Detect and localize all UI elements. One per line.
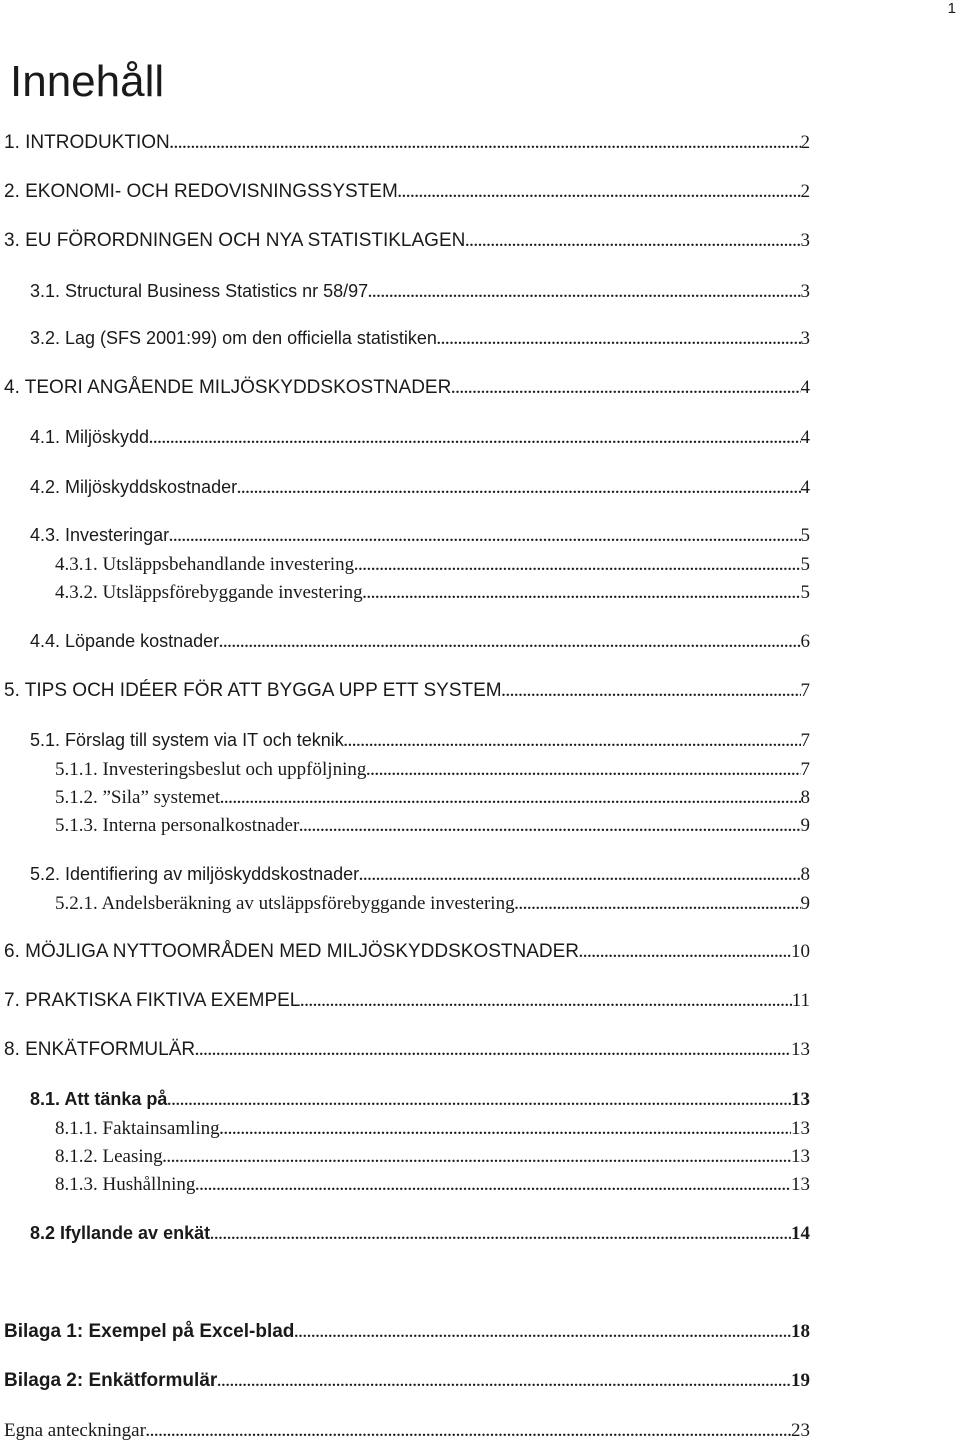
toc-entry-2[interactable] (4, 181, 810, 207)
toc-entry-label: Egna anteckningar (4, 1420, 146, 1441)
toc-entry-4-1[interactable] (30, 427, 810, 453)
leader-dots (146, 1424, 791, 1441)
toc-entry-5-1-3[interactable] (55, 815, 810, 841)
toc-entry-5-2-1[interactable] (55, 893, 810, 919)
leader-dots (167, 1093, 791, 1110)
toc-entry-label: 5. TIPS OCH IDÉER FÖR ATT BYGGA UPP ETT SYSTEM (4, 680, 502, 701)
leader-dots (579, 945, 791, 962)
leader-dots (217, 1374, 791, 1391)
toc-entry-bilaga-1[interactable] (4, 1321, 810, 1347)
toc-entry-page: 13 (791, 1174, 810, 1195)
leader-dots (219, 635, 800, 652)
toc-entry-page: 4 (800, 377, 810, 398)
leader-dots (149, 431, 800, 448)
toc-entry-6[interactable] (4, 941, 810, 967)
toc-entry-4[interactable] (4, 377, 810, 403)
leader-dots (220, 1122, 791, 1139)
toc-entry-8-1-1[interactable] (55, 1118, 810, 1144)
toc-entry-page: 13 (791, 1039, 810, 1060)
toc-entry-label: 2. EKONOMI- OCH REDOVISNINGSSYSTEM (4, 181, 398, 202)
leader-dots (300, 994, 791, 1011)
toc-entry-page: 4 (800, 477, 810, 498)
toc-entry-8-2[interactable] (30, 1223, 810, 1249)
leader-dots (210, 1227, 791, 1244)
leader-dots (344, 734, 801, 751)
toc-entry-label: 4.4. Löpande kostnader (30, 631, 220, 651)
toc-entry-label: 5.1.3. Interna personalkostnader (55, 815, 300, 836)
toc-entry-page: 10 (791, 941, 810, 962)
toc-entry-5-1[interactable] (30, 730, 810, 756)
toc-entry-label: 5.2. Identifiering av miljöskyddskostnader (30, 864, 360, 884)
toc-entry-page: 19 (791, 1370, 810, 1391)
toc-entry-5-1-2[interactable] (55, 787, 810, 813)
toc-entry-8[interactable] (4, 1039, 810, 1065)
toc-entry-3-1[interactable] (30, 281, 810, 307)
toc-entry-label: 8.1.1. Faktainsamling (55, 1118, 220, 1139)
leader-dots (515, 897, 801, 914)
leader-dots (170, 136, 801, 153)
toc-entry-page: 7 (800, 680, 810, 701)
toc-entry-bilaga-2[interactable] (4, 1370, 810, 1396)
leader-dots (220, 791, 800, 808)
leader-dots (451, 381, 800, 398)
leader-dots (359, 868, 800, 885)
leader-dots (363, 586, 801, 603)
toc-entry-page: 5 (800, 554, 810, 575)
toc-entry-7[interactable] (4, 990, 810, 1016)
toc-entry-page: 11 (791, 990, 810, 1011)
toc-entry-label: 4.2. Miljöskyddskostnader (30, 477, 238, 497)
toc-entry-page: 5 (800, 582, 810, 603)
toc-entry-label: 8.1. Att tänka på (30, 1089, 168, 1109)
toc-entry-label: 4.3.2. Utsläppsförebyggande investering (55, 582, 363, 603)
toc-entry-egna-anteckningar[interactable] (4, 1420, 810, 1446)
toc-entry-page: 5 (800, 525, 810, 546)
toc-entry-label: 4.3. Investeringar (30, 525, 170, 545)
toc-entry-label: 8.2 Ifyllande av enkät (30, 1223, 211, 1243)
toc-entry-label: 3.1. Structural Business Statistics nr 58/97 (30, 281, 369, 301)
toc-entry-page: 3 (800, 281, 810, 302)
toc-entry-8-1-2[interactable] (55, 1146, 810, 1172)
leader-dots (398, 185, 801, 202)
toc-entry-5-1-1[interactable] (55, 759, 810, 785)
toc-entry-page: 7 (800, 759, 810, 780)
toc-entry-page: 14 (791, 1223, 810, 1244)
toc-entry-page: 9 (800, 893, 810, 914)
toc-entry-label: 3.2. Lag (SFS 2001:99) om den officiella statistiken (30, 328, 437, 348)
toc-entry-8-1-3[interactable] (55, 1174, 810, 1200)
leader-dots (465, 234, 800, 251)
toc-entry-label: Bilaga 2: Enkätformulär (4, 1370, 218, 1391)
toc-entry-page: 7 (800, 730, 810, 751)
toc-entry-label: 1. INTRODUKTION (4, 132, 170, 153)
toc-entry-label: 6. MÖJLIGA NYTTOOMRÅDEN MED MILJÖSKYDDSKOSTNADER (4, 941, 580, 962)
toc-entry-page: 6 (800, 631, 810, 652)
toc-entry-label: Bilaga 1: Exempel på Excel-blad (4, 1321, 295, 1342)
toc-entry-label: 4.1. Miljöskydd (30, 427, 150, 447)
toc-entry-page: 3 (800, 230, 810, 251)
toc-entry-page: 23 (791, 1420, 810, 1441)
toc-entry-page: 8 (800, 864, 810, 885)
leader-dots (502, 684, 801, 701)
leader-dots (368, 285, 800, 302)
toc-entry-page: 13 (791, 1118, 810, 1139)
leader-dots (294, 1325, 791, 1342)
toc-entry-page: 13 (791, 1089, 810, 1110)
leader-dots (195, 1043, 791, 1060)
toc-entry-label: 3. EU FÖRORDNINGEN OCH NYA STATISTIKLAGEN (4, 230, 466, 251)
toc-entry-label: 4.3.1. Utsläppsbehandlande investering (55, 554, 355, 575)
toc-entry-label: 5.1.2. ”Sila” systemet (55, 787, 221, 808)
toc-entry-page: 9 (800, 815, 810, 836)
toc-entry-label: 5.1. Förslag till system via IT och teknik (30, 730, 344, 750)
toc-entry-page: 13 (791, 1146, 810, 1167)
toc-entry-label: 7. PRAKTISKA FIKTIVA EXEMPEL (4, 990, 301, 1011)
toc-entry-4-4[interactable] (30, 631, 810, 657)
toc-entry-label: 8. ENKÄTFORMULÄR (4, 1039, 196, 1060)
page-title: Innehåll (10, 57, 165, 106)
leader-dots (354, 558, 800, 575)
toc-entry-page: 18 (791, 1321, 810, 1342)
toc-entry-label: 4. TEORI ANGÅENDE MILJÖSKYDDSKOSTNADER (4, 377, 452, 398)
toc-entry-3-2[interactable] (30, 328, 810, 354)
leader-dots (237, 481, 800, 498)
toc-entry-4-3[interactable] (30, 525, 810, 551)
leader-dots (437, 332, 801, 349)
toc-entry-label: 8.1.3. Hushållning (55, 1174, 196, 1195)
toc-entry-page: 8 (800, 787, 810, 808)
leader-dots (299, 819, 800, 836)
toc-entry-1[interactable] (4, 132, 810, 158)
toc-entry-page: 3 (800, 328, 810, 349)
toc-entry-page: 4 (800, 427, 810, 448)
page-number: 1 (947, 0, 956, 17)
toc-entry-5[interactable] (4, 680, 810, 706)
toc-entry-label: 5.2.1. Andelsberäkning av utsläppsförebyggande investering (55, 893, 515, 914)
toc-entry-4-3-1[interactable] (55, 554, 810, 580)
toc-entry-label: 5.1.1. Investeringsbeslut och uppföljning (55, 759, 367, 780)
toc-entry-label: 8.1.2. Leasing (55, 1146, 163, 1167)
leader-dots (366, 763, 800, 780)
toc-entry-5-2[interactable] (30, 864, 810, 890)
leader-dots (169, 529, 800, 546)
toc-entry-page: 2 (800, 181, 810, 202)
toc-entry-3[interactable] (4, 230, 810, 256)
toc-entry-4-2[interactable] (30, 477, 810, 503)
toc-entry-8-1[interactable] (30, 1089, 810, 1115)
toc-entry-page: 2 (800, 132, 810, 153)
toc-entry-4-3-2[interactable] (55, 582, 810, 608)
leader-dots (163, 1150, 791, 1167)
leader-dots (195, 1178, 791, 1195)
